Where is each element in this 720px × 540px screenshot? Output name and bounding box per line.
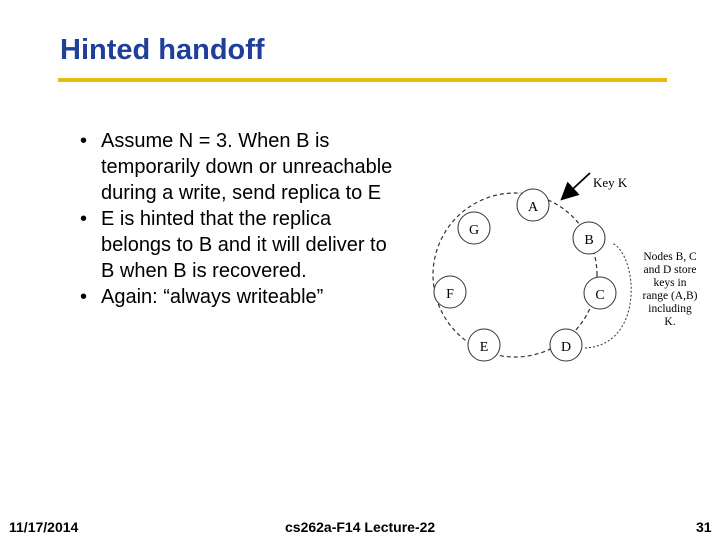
bullet-item	[80, 284, 400, 310]
footer-date: 11/17/2014	[9, 519, 79, 535]
bullet-marker: •	[80, 286, 88, 308]
key-arrow	[563, 173, 590, 198]
bullet-text: E is hinted that the replica belongs to B and it will deliver to B when B is recovered.	[101, 208, 387, 282]
note-line: range (A,B)	[642, 290, 698, 302]
node-a	[517, 189, 549, 221]
title-underline	[58, 78, 667, 82]
bullet-marker: •	[80, 130, 88, 152]
node-label: D	[560, 340, 572, 355]
node-label: A	[527, 200, 539, 215]
bullet-item	[80, 206, 400, 284]
bullet-list	[80, 128, 400, 310]
node-b	[573, 222, 605, 254]
node-label: C	[595, 288, 605, 303]
node-label: G	[468, 223, 480, 238]
note-line: K.	[664, 316, 676, 328]
node-f	[434, 276, 466, 308]
node-label: E	[479, 340, 489, 355]
node-label: B	[584, 233, 594, 248]
key-label: Key K	[593, 175, 628, 190]
note-line: Nodes B, C	[643, 251, 697, 263]
range-note	[643, 251, 698, 328]
note-line: and D store	[643, 264, 697, 276]
node-c	[584, 277, 616, 309]
node-d	[550, 329, 582, 361]
slide-title: Hinted handoff	[60, 34, 265, 66]
bullet-marker: •	[80, 208, 88, 230]
bullet-item	[80, 128, 400, 206]
page-number: 31	[696, 519, 712, 535]
note-line: keys in	[653, 277, 687, 289]
ring-diagram	[420, 165, 700, 370]
footer-course: cs262a-F14 Lecture-22	[285, 519, 436, 535]
bullet-text: Assume N = 3. When B is temporarily down or unreachable during a write, send replica to E	[101, 130, 393, 204]
node-e	[468, 329, 500, 361]
bullet-text: Again: “always writeable”	[101, 286, 324, 308]
node-label: F	[446, 287, 454, 302]
node-g	[458, 212, 490, 244]
note-line: including	[648, 303, 692, 315]
